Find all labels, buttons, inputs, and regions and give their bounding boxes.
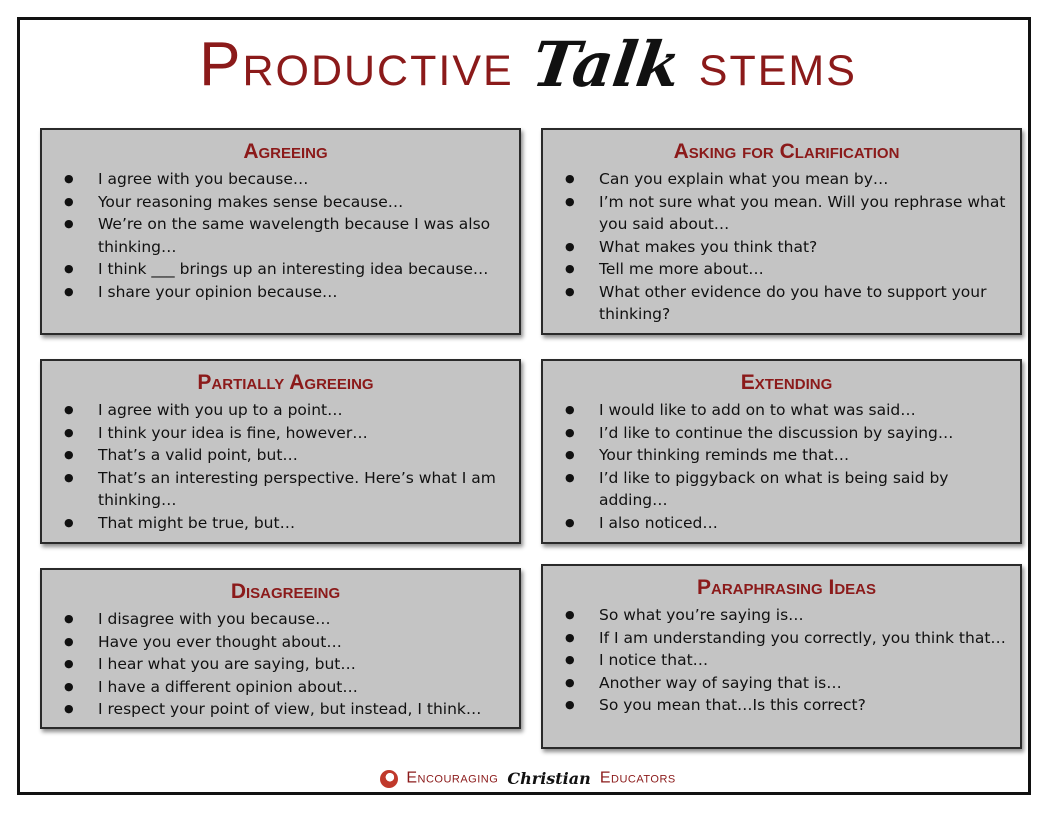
list-item: ● Your reasoning makes sense because… xyxy=(64,191,507,214)
section-heading: Asking for Clarification xyxy=(673,140,900,163)
title-part-1: Productive xyxy=(199,30,514,99)
list-item: ● Have you ever thought about… xyxy=(64,631,507,654)
section-extending xyxy=(541,359,1022,544)
footer-part-1: Encouraging xyxy=(406,769,499,787)
footer-part-3: Educators xyxy=(599,769,676,787)
list-item: ● I think your idea is fine, however… xyxy=(64,422,507,445)
stem-list xyxy=(64,399,507,534)
list-item: ● What other evidence do you have to support your thinking? xyxy=(565,281,1008,326)
list-item: ● I agree with you because… xyxy=(64,168,507,191)
list-item: ● I’m not sure what you mean. Will you rephrase what you said about… xyxy=(565,191,1008,236)
stem-list xyxy=(64,168,507,303)
section-heading: Agreeing xyxy=(243,140,328,163)
list-item: ● I’d like to continue the discussion by saying… xyxy=(565,422,1008,445)
section-asking-for-clarification xyxy=(541,128,1022,335)
list-item: ● I think ___ brings up an interesting idea because… xyxy=(64,258,507,281)
list-item: ● That might be true, but… xyxy=(64,512,507,535)
list-item: ● Tell me more about… xyxy=(565,258,1008,281)
list-item: ● So you mean that…Is this correct? xyxy=(565,694,1008,717)
list-item: ● I’d like to piggyback on what is being said by adding… xyxy=(565,467,1008,512)
title-part-2: Talk xyxy=(527,28,685,101)
title-part-3: stems xyxy=(698,30,857,99)
list-item: ● I agree with you up to a point… xyxy=(64,399,507,422)
list-item: ● That’s a valid point, but… xyxy=(64,444,507,467)
stem-list xyxy=(565,168,1008,326)
section-heading: Extending xyxy=(740,371,833,394)
section-disagreeing xyxy=(40,568,521,729)
list-item: ● Your thinking reminds me that… xyxy=(565,444,1008,467)
list-item: ● What makes you think that? xyxy=(565,236,1008,259)
list-item: ● I disagree with you because… xyxy=(64,608,507,631)
footer-brand xyxy=(0,768,1056,788)
list-item: ● We’re on the same wavelength because I was also thinking… xyxy=(64,213,507,258)
page-title xyxy=(0,28,1056,101)
list-item: ● I respect your point of view, but instead, I think… xyxy=(64,698,507,721)
list-item: ● I also noticed… xyxy=(565,512,1008,535)
list-item: ● I notice that… xyxy=(565,649,1008,672)
list-item: ● I share your opinion because… xyxy=(64,281,507,304)
footer-part-2: Christian xyxy=(507,769,591,788)
stem-list xyxy=(565,399,1008,534)
circle-logo-icon xyxy=(380,770,398,788)
section-heading: Paraphrasing Ideas xyxy=(696,576,877,599)
section-heading: Disagreeing xyxy=(230,580,341,603)
list-item: ● I would like to add on to what was said… xyxy=(565,399,1008,422)
list-item: ● I hear what you are saying, but… xyxy=(64,653,507,676)
list-item: ● That’s an interesting perspective. Here’s what I am thinking… xyxy=(64,467,507,512)
section-partially-agreeing xyxy=(40,359,521,544)
list-item: ● Can you explain what you mean by… xyxy=(565,168,1008,191)
list-item: ● So what you’re saying is… xyxy=(565,604,1008,627)
stem-list xyxy=(64,608,507,721)
section-agreeing xyxy=(40,128,521,335)
section-heading: Partially Agreeing xyxy=(197,371,374,394)
list-item: ● I have a different opinion about… xyxy=(64,676,507,699)
list-item: ● If I am understanding you correctly, you think that… xyxy=(565,627,1008,650)
section-paraphrasing-ideas xyxy=(541,564,1022,749)
list-item: ● Another way of saying that is… xyxy=(565,672,1008,695)
stem-list xyxy=(565,604,1008,717)
